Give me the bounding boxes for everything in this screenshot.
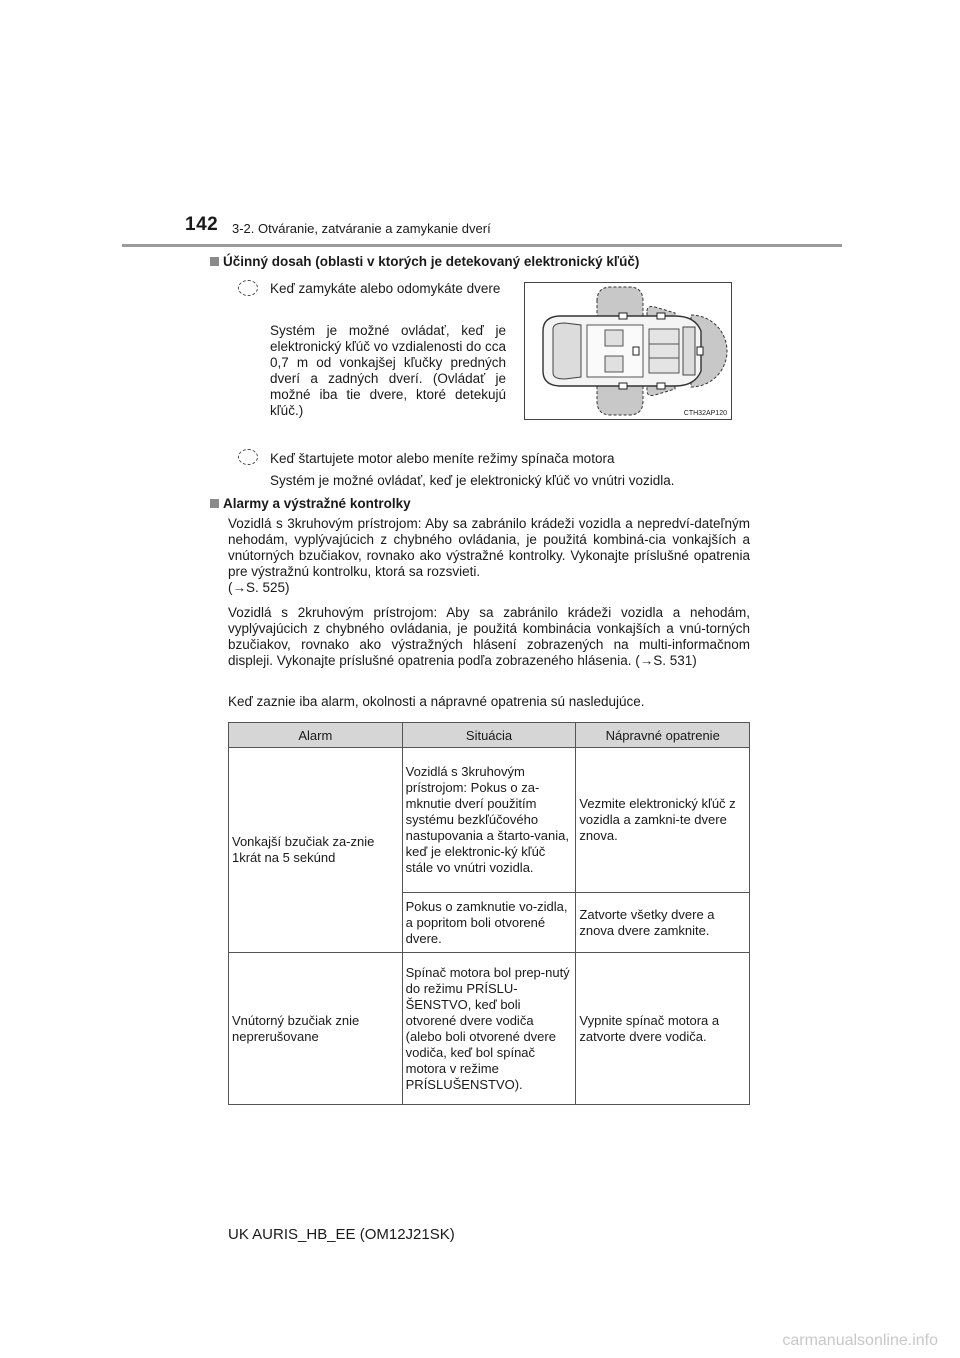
page-number: 142: [185, 214, 219, 235]
table-header-row: [229, 723, 750, 748]
paragraph-3-ring: Vozidlá s 3kruhovým prístrojom: Aby sa zabránilo krádeži vozidla a nepredví-dateľným nehodám, vyplývajúcich z chybného ovládania, je použitá kombiná-cia vonkajších a vnútorných bzučiakov, rovnako ako výstražné kontrolky. Vykonajte príslušné opatrenia pre výstražnú kontrolku, ktorá sa rozsvieti.: [228, 516, 750, 579]
section-heading-alarms: Alarmy a výstražné kontrolky: [210, 496, 750, 511]
header-rule: [122, 244, 842, 247]
car-top-view-illustration: [525, 283, 731, 419]
column-header: Nápravné opatrenie: [576, 723, 750, 748]
section-heading-range: Účinný dosah (oblasti v ktorých je detekovaný elektronický kľúč): [210, 254, 770, 269]
table-cell-action: Vypnite spínač motora a zatvorte dvere vodiča.: [576, 953, 750, 1105]
table-row: [229, 748, 750, 893]
table-cell-situation: Spínač motora bol prep-nutý do režimu PRÍSLU-ŠENSTVO, keď boli otvorené dvere vodiča (alebo boli otvorené dvere vodiča, keď bol spínač motora v režime PRÍSLUŠENSTVO).: [402, 953, 576, 1105]
detection-range-figure: [524, 282, 732, 420]
table-row: [229, 953, 750, 1105]
table-cell-situation: Vozidlá s 3kruhovým prístrojom: Pokus o za-mknutie dverí použitím systému bezkľúčového nastupovania a štarto-vania, keď je elektronic-ký kľúč stále vo vnútri vozidla.: [402, 748, 576, 893]
footer-model-code: UK AURIS_HB_EE (OM12J21SK): [228, 1226, 455, 1243]
table-cell-situation: Pokus o zamknutie vo-zidla, a popritom boli otvorené dvere.: [402, 893, 576, 953]
square-bullet-icon: [210, 499, 219, 508]
paragraph-3-ring-reference: (→S. 525): [228, 580, 290, 595]
table-cell-alarm: Vonkajší bzučiak za-znie 1krát na 5 sekúnd: [229, 748, 403, 953]
table-cell-alarm: Vnútorný bzučiak znie neprerušovane: [229, 953, 403, 1105]
item-title-starting: Keď štartujete motor alebo meníte režimy spínača motora: [270, 451, 615, 466]
column-header: Situácia: [402, 723, 576, 748]
paragraph-2-ring: Vozidlá s 2kruhovým prístrojom: Aby sa zabránilo krádeži vozidla a nehodám, vyplývajúcich z chybného ovládania, je použitá kombinácia vonkajších a vnú-torných bzučiakov, rovnako ako výstražných hlásení zobrazených na multi-informačnom displeji. Vykonajte príslušné opatrenia podľa zobrazeného hlásenia. (→S. 531): [228, 605, 750, 668]
detection-area-icon: [238, 449, 258, 465]
chapter-title: 3-2. Otváranie, zatváranie a zamykanie dverí: [232, 221, 491, 236]
item-text-locking: Systém je možné ovládať, keď je elektronický kľúč vo vzdialenosti do cca 0,7 m od vonkajšej kľučky predných dverí a zadných dverí. (Ovládať je možné iba tie dvere, ktoré detekujú kľúč.): [270, 323, 506, 418]
item-text-starting: Systém je možné ovládať, keď je elektronický kľúč vo vnútri vozidla.: [270, 473, 675, 488]
table-cell-action: Zatvorte všetky dvere a znova dvere zamknite.: [576, 893, 750, 953]
column-header: Alarm: [229, 723, 403, 748]
table-cell-action: Vezmite elektronický kľúč z vozidla a zamkni-te dvere znova.: [576, 748, 750, 893]
paragraph-alarm-only: Keď zaznie iba alarm, okolnosti a nápravné opatrenia sú nasledujúce.: [228, 694, 645, 709]
detection-area-icon: [238, 280, 258, 296]
figure-code: CTH32AP120: [683, 410, 727, 417]
watermark: carmanualsonline.info: [782, 1332, 938, 1349]
square-bullet-icon: [210, 257, 219, 266]
alarm-table: [228, 722, 750, 1105]
item-title-locking: Keď zamykáte alebo odomykáte dvere: [270, 281, 501, 296]
